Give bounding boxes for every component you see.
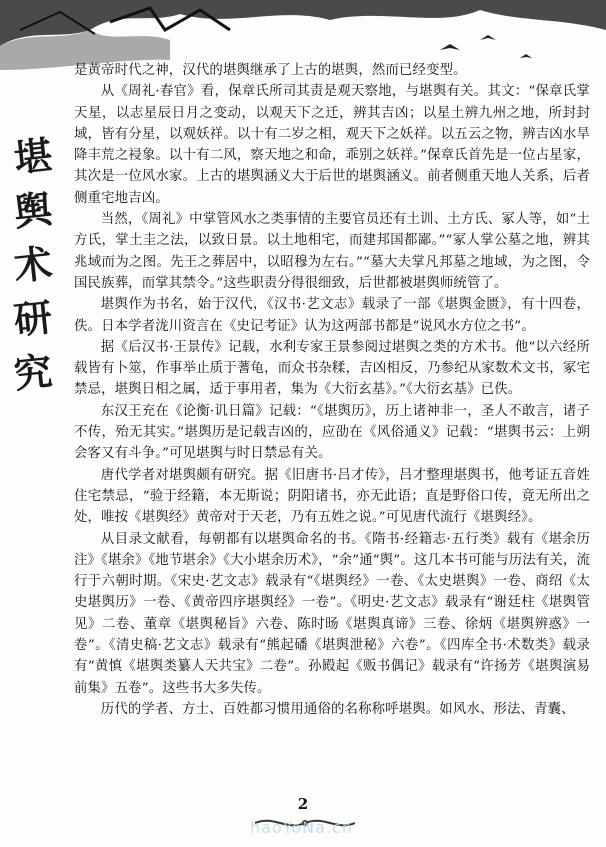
side-title-char: 术 — [11, 240, 55, 289]
paragraph: 据《后汉书·王景传》记载，水利专家王景参阅过堪舆之类的方术书。他“以六经所载皆有卜筮，作事举止质于蓍龟，而众书杂糅，吉凶相反，乃参纪从家数术文书，冢宅禁忌，堪舆日相之属，适于事用者，集为《大衍玄基》。”《大衍玄基》已佚。 — [74, 339, 590, 398]
paragraph: 唐代学者对堪舆颇有研究。据《旧唐书·吕才传》，吕才整理堪舆书，他考证五音姓住宅禁忌，“验于经籍，本无斯说；阴阳诸书，亦无此语；直是野俗口传，竟无所出之处，唯按《堪舆经》黄帝对于天老，乃有五姓之说。”可见唐代流行《堪舆经》。 — [74, 467, 590, 526]
paragraph: 历代的学者、方士、百姓都习惯用通俗的名称称呼堪舆。如风水、形法、青囊、 — [100, 701, 575, 717]
side-title-char: 舆 — [11, 186, 55, 235]
paragraph: 从目录文献看，每朝都有以堪舆命名的书。《隋书·经籍志·五行类》载有《堪余历注》《堪余》《地节堪余》《大小堪余历术》，“余”通“舆”。这几本书可能与历法有关，流行于六朝时期。《宋史·艺文志》载录有“《堪舆经》一卷、《太史堪舆》一卷、商绍《太史堪舆历》一卷、《黄帝四序堪舆经》一卷”。《明史·艺文志》载录有“谢廷柱《堪舆管见》二卷、董章《堪舆秘旨》六卷、陈时旸《堪舆真谛》三卷、徐炳《堪舆辨惑》一卷”。《清史稿·艺文志》载录有“熊起磻《堪舆泄秘》六卷”。《四库全书·术数类》载录有“黄慎《堪舆类纂人天共宝》二卷”。孙殿起《贩书偶记》载录有“许扬芳《堪舆演易前集》五卷”。这些书大多失传。 — [74, 531, 590, 696]
page-number: 2 — [297, 795, 309, 813]
paragraph: 从《周礼·春官》看，保章氏所司其责是观天察地，与堪舆有关。其文：“保章氏掌天星，以志星辰日月之变动，以观天下之迁，辨其吉凶；以星土辨九州之地，所封封域，皆有分星，以观妖祥。以十有二岁之相，观天下之妖祥。以五云之物，辨吉凶水旱降丰荒之祲象。以十有二风，察天地之和命，乖别之妖祥。”保章氏首先是一位占星家，其次是一位风水家。上古的堪舆涵义大于后世的堪舆涵义。前者侧重天地人关系，后者侧重宅地吉凶。 — [74, 84, 590, 206]
paragraph: 堪舆作为书名，始于汉代，《汉书·艺文志》载录了一部《堪舆金匮》，有十四卷，佚。日本学者泷川资言在《史记考证》认为这两部书都是“说风水方位之书”。 — [74, 297, 590, 334]
side-title-char: 堪 — [11, 132, 55, 181]
body-text — [74, 60, 590, 720]
paragraph: 当然，《周礼》中掌管风水之类事情的主要官员还有土训、土方氏、冢人等，如“土方氏，掌土圭之法，以致日景。以土地相宅，而建邦国都鄙。”“冢人掌公墓之地，辨其兆域而为之图。先王之葬居中，以昭穆为左右。”“墓大夫掌凡邦墓之地域，为之图，令国民族葬，而掌其禁令。”这些职责分得很细致，后世都被堪舆师统管了。 — [74, 212, 590, 291]
side-title-char: 研 — [11, 294, 55, 343]
paragraph: 东汉王充在《论衡·讥日篇》记载：“《堪舆历》，历上诸神非一，圣人不敢言，诸子不传，殆无其实。”堪舆历是记载吉凶的，应劭在《风俗通义》记载：“堪舆书云：上朔会客又有斗争。”可见堪舆与时日禁忌有关。 — [74, 403, 590, 462]
side-title-char: 究 — [11, 348, 55, 397]
side-title-vertical — [6, 130, 60, 397]
paragraph: 是黄帝时代之神，汉代的堪舆继承了上古的堪舆，然而已经变型。 — [74, 63, 467, 78]
watermark: haoYoNa.cn — [250, 818, 353, 837]
